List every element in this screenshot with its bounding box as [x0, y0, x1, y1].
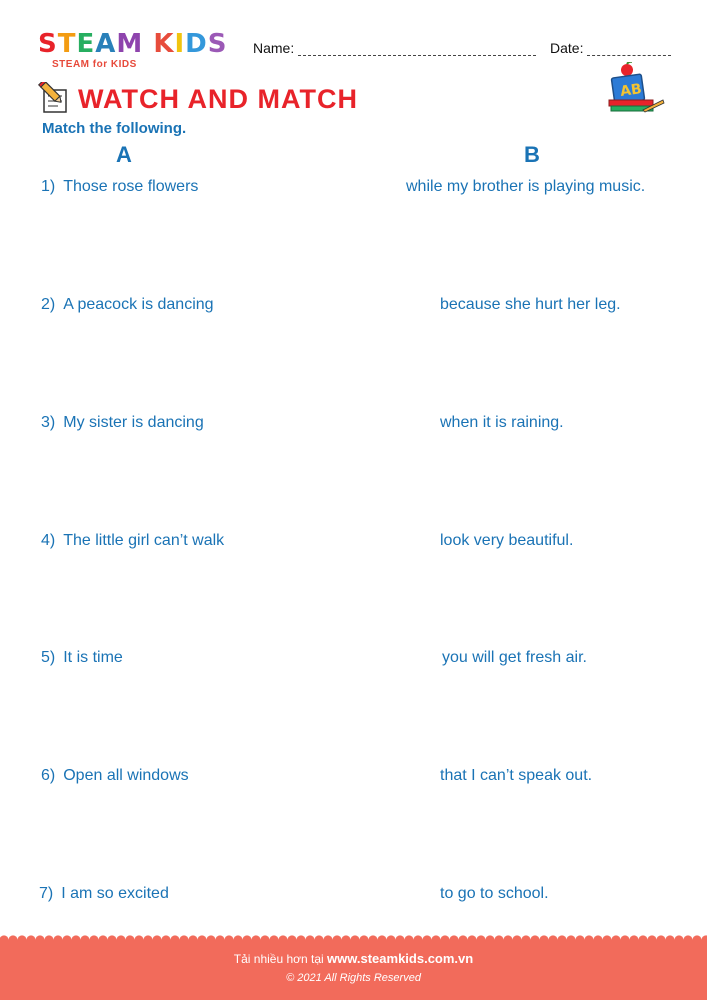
logo-letter: M	[116, 29, 144, 59]
scallop	[224, 935, 233, 942]
scallop	[242, 935, 251, 942]
item-b-1[interactable]: while my brother is playing music.	[406, 178, 646, 195]
item-b-7[interactable]: to go to school.	[440, 885, 549, 902]
date-label: Date:	[550, 40, 584, 56]
scallop	[143, 935, 152, 942]
scallop	[458, 935, 467, 942]
item-a-5[interactable]: 5) It is time	[41, 649, 123, 666]
scallop	[80, 935, 89, 942]
name-line[interactable]	[298, 43, 536, 56]
scallop	[314, 935, 323, 942]
scallop	[98, 935, 107, 942]
scallop	[521, 935, 530, 942]
logo-letter: D	[185, 29, 208, 59]
scallop	[215, 935, 224, 942]
footer-website-line	[0, 951, 707, 966]
name-label: Name:	[253, 40, 295, 56]
scallop	[620, 935, 629, 942]
scallop	[233, 935, 242, 942]
logo-letter: A	[95, 29, 117, 59]
scallop	[701, 935, 707, 942]
scallop	[512, 935, 521, 942]
scallop	[404, 935, 413, 942]
scallop	[305, 935, 314, 942]
scallop	[476, 935, 485, 942]
logo-letter: I	[174, 29, 186, 59]
scalloped-edge	[0, 932, 707, 942]
scallop	[332, 935, 341, 942]
scallop	[44, 935, 53, 942]
logo-tagline: STEAM for KIDS	[52, 59, 137, 70]
date-field[interactable]	[550, 40, 671, 56]
column-b-heading: B	[524, 142, 540, 167]
worksheet-title: WATCH AND MATCH	[78, 84, 358, 114]
scallop	[485, 935, 494, 942]
scallop	[602, 935, 611, 942]
scallop	[260, 935, 269, 942]
scallop	[584, 935, 593, 942]
scallop	[638, 935, 647, 942]
scallop	[431, 935, 440, 942]
scallop	[152, 935, 161, 942]
item-a-1[interactable]: 1) Those rose flowers	[41, 178, 199, 195]
scallop	[287, 935, 296, 942]
steam-kids-logo	[38, 30, 227, 70]
scallop	[107, 935, 116, 942]
item-a-6[interactable]: 6) Open all windows	[41, 767, 189, 784]
scallop	[116, 935, 125, 942]
item-a-4[interactable]: 4) The little girl can’t walk	[41, 532, 225, 549]
scallop	[494, 935, 503, 942]
scallop	[197, 935, 206, 942]
scallop	[179, 935, 188, 942]
scallop	[467, 935, 476, 942]
books-letters: AB	[619, 81, 643, 101]
scallop	[530, 935, 539, 942]
instruction-text: Match the following.	[42, 120, 187, 137]
column-a-heading: A	[116, 142, 132, 167]
scallop	[539, 935, 548, 942]
logo-letter: S	[207, 29, 228, 59]
scallop	[269, 935, 278, 942]
logo-letter	[143, 30, 153, 58]
logo-letter: T	[57, 29, 77, 59]
scallop	[629, 935, 638, 942]
scallop	[134, 935, 143, 942]
page-footer	[0, 940, 707, 1000]
scallop	[278, 935, 287, 942]
scallop	[503, 935, 512, 942]
scallop	[413, 935, 422, 942]
scallop	[0, 935, 9, 942]
scallop	[566, 935, 575, 942]
scallop	[161, 935, 170, 942]
scallop	[188, 935, 197, 942]
scallop	[341, 935, 350, 942]
scallop	[53, 935, 62, 942]
scallop	[125, 935, 134, 942]
logo-letter: S	[38, 29, 58, 59]
scallop	[71, 935, 80, 942]
scallop	[557, 935, 566, 942]
item-a-2[interactable]: 2) A peacock is dancing	[41, 296, 214, 313]
scallop	[8, 935, 17, 942]
name-field[interactable]	[253, 40, 536, 56]
scallop	[359, 935, 368, 942]
scallop	[26, 935, 35, 942]
item-a-3[interactable]: 3) My sister is dancing	[41, 414, 204, 431]
item-b-4[interactable]: look very beautiful.	[440, 532, 574, 549]
scallop	[548, 935, 557, 942]
scallop	[575, 935, 584, 942]
item-b-6[interactable]: that I can’t speak out.	[440, 767, 593, 784]
scallop	[35, 935, 44, 942]
scallop	[449, 935, 458, 942]
scallop	[386, 935, 395, 942]
scallop	[350, 935, 359, 942]
item-b-3[interactable]: when it is raining.	[440, 414, 564, 431]
scallop	[251, 935, 260, 942]
logo-letter: K	[153, 29, 175, 59]
scallop	[665, 935, 674, 942]
scallop	[206, 935, 215, 942]
footer-site-link[interactable]: www.steamkids.com.vn	[327, 951, 474, 966]
scallop	[647, 935, 656, 942]
scallop	[611, 935, 620, 942]
scallop	[674, 935, 683, 942]
scallop	[17, 935, 26, 942]
scallop	[368, 935, 377, 942]
scallop	[170, 935, 179, 942]
item-b-5[interactable]: you will get fresh air.	[442, 649, 587, 666]
scallop	[656, 935, 665, 942]
scallop	[323, 935, 332, 942]
books-apple-icon	[607, 62, 665, 114]
logo-wordmark	[38, 30, 227, 58]
footer-copyright: © 2021 All Rights Reserved	[286, 972, 421, 984]
scallop	[692, 935, 701, 942]
scallop	[422, 935, 431, 942]
logo-letter: E	[76, 29, 96, 59]
date-line[interactable]	[587, 43, 671, 56]
pencil-paper-icon	[36, 82, 72, 114]
scallop	[377, 935, 386, 942]
scallop	[296, 935, 305, 942]
footer-prefix: Tải nhiều hơn tại	[233, 952, 328, 966]
scallop	[62, 935, 71, 942]
scallop	[395, 935, 404, 942]
scallop	[440, 935, 449, 942]
item-b-2[interactable]: because she hurt her leg.	[440, 296, 621, 313]
scallop	[593, 935, 602, 942]
page-header	[0, 0, 707, 80]
scallop	[683, 935, 692, 942]
item-a-7[interactable]: 7) I am so excited	[39, 885, 169, 902]
scallop	[89, 935, 98, 942]
